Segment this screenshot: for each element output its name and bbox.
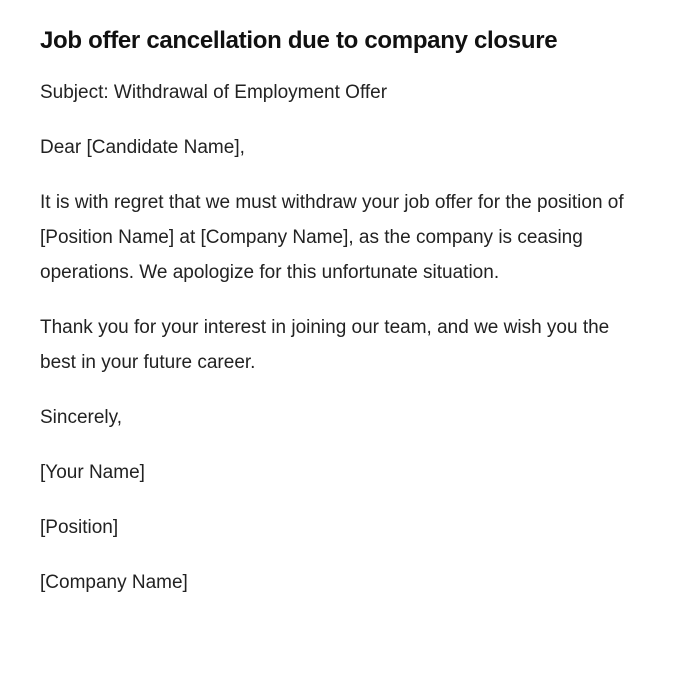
salutation: Dear [Candidate Name], — [40, 137, 245, 158]
page-title: Job offer cancellation due to company closure — [40, 27, 558, 54]
letter-document — [40, 24, 640, 600]
signature-company: [Company Name] — [40, 572, 188, 593]
signature-position: [Position] — [40, 517, 119, 538]
subject-line: Subject: Withdrawal of Employment Offer — [40, 82, 388, 103]
closing: Sincerely, — [40, 407, 123, 428]
body-paragraph-2: Thank you for your interest in joining our team, and we wish you the best in your future career. — [40, 317, 610, 373]
signature-name: [Your Name] — [40, 462, 145, 483]
body-paragraph-1: It is with regret that we must withdraw your job offer for the position of [Position Name] at [Company Name], as the company is ceasing operations. We apologize for this unfortunate situation. — [40, 192, 624, 283]
